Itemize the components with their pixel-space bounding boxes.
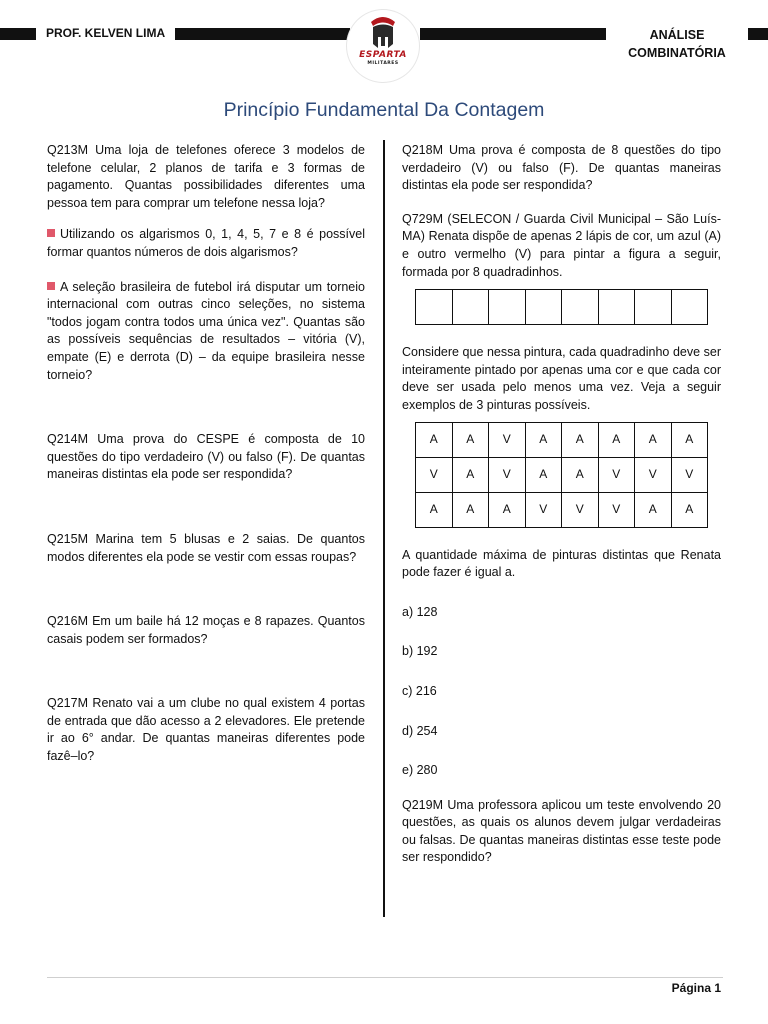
- example-cell: A: [671, 422, 708, 457]
- subject-line-2: COMBINATÓRIA: [628, 46, 726, 60]
- header-bar-far-right: [748, 28, 768, 40]
- example-cell: A: [489, 492, 526, 527]
- example-cell: V: [489, 422, 526, 457]
- header-bar-right: [420, 28, 606, 40]
- grid-square: [416, 290, 453, 325]
- question-q216: Q216M Em um baile há 12 moças e 8 rapazes. Quantos casais podem ser formados?: [47, 614, 365, 646]
- bullet-question-1: [47, 226, 365, 261]
- left-column: [47, 142, 365, 766]
- question-q218: Q218M Uma prova é composta de 8 questões do tipo verdadeiro (V) ou falso (F). De quantas maneiras distintas ela pode ser respondida?: [402, 143, 721, 193]
- option-b: b) 192: [402, 644, 438, 659]
- esparta-logo: [347, 10, 419, 82]
- option-c: c) 216: [402, 683, 437, 698]
- example-cell: A: [635, 422, 672, 457]
- grid-square: [635, 290, 672, 325]
- subject-title: [612, 26, 742, 62]
- example-cell: A: [635, 492, 672, 527]
- example-cell: A: [452, 457, 489, 492]
- spartan-helmet-icon: [347, 10, 419, 82]
- grid-square: [598, 290, 635, 325]
- example-row-3: [416, 492, 708, 527]
- grid-square: [562, 290, 599, 325]
- page-title: Princípio Fundamental Da Contagem: [223, 99, 545, 121]
- subject-line-1: ANÁLISE: [649, 28, 705, 42]
- example-cell: A: [671, 492, 708, 527]
- bullet-square-icon: [47, 229, 55, 237]
- right-column: [402, 142, 721, 867]
- example-cell: V: [598, 457, 635, 492]
- painting-examples-grid: [415, 422, 708, 528]
- option-a: a) 128: [402, 604, 438, 619]
- grid-square: [489, 290, 526, 325]
- author-name: PROF. KELVEN LIMA: [36, 24, 175, 42]
- example-cell: V: [416, 457, 453, 492]
- grid-square: [525, 290, 562, 325]
- column-divider: [383, 140, 385, 917]
- example-cell: A: [562, 422, 599, 457]
- option-e: e) 280: [402, 763, 438, 778]
- example-cell: A: [452, 422, 489, 457]
- example-cell: A: [598, 422, 635, 457]
- question-q214: Q214M Uma prova do CESPE é composta de 10 questões do tipo verdadeiro (V) ou falso (F). De quantas maneiras distintas ela pode ser respondida?: [47, 432, 365, 482]
- question-q213: Q213M Uma loja de telefones oferece 3 modelos de telefone celular, 2 planos de tarifa e 3 formas de pagamento. Quantas possibilidades diferentes uma pessoa tem para comprar um telefone nessa loja?: [47, 143, 365, 210]
- example-cell: A: [416, 422, 453, 457]
- footer-line: [47, 977, 723, 978]
- bullet-question-2: [47, 279, 365, 385]
- question-q217: Q217M Renato vai a um clube no qual existem 4 portas de entrada que dão acesso a 2 elevadores. Ele pretende ir ao 6° andar. De quantas maneiras diferentes pode fazê–lo?: [47, 696, 365, 764]
- question-q219: Q219M Uma professora aplicou um teste envolvendo 20 questões, as quais os alunos devem julgar verdadeiras ou falsas. De quantas maneiras distintas esse teste pode ser respondido?: [402, 797, 721, 865]
- example-cell: A: [525, 457, 562, 492]
- consider-text: Considere que nessa pintura, cada quadradinho deve ser inteiramente pintado por apenas uma cor e que cada cor deve ser usada pelo menos uma vez. Veja a seguir exemplos de 3 pinturas possíveis.: [402, 345, 721, 412]
- empty-square-grid: [415, 289, 708, 325]
- example-cell: V: [635, 457, 672, 492]
- example-cell: V: [489, 457, 526, 492]
- logo-subtext: MILITARES: [367, 61, 399, 66]
- example-cell: A: [525, 422, 562, 457]
- example-cell: A: [416, 492, 453, 527]
- example-cell: V: [598, 492, 635, 527]
- bullet-question-1-text: Utilizando os algarismos 0, 1, 4, 5, 7 e 8 é possível formar quantos números de dois algarismos?: [47, 227, 365, 259]
- bullet-question-2-text: A seleção brasileira de futebol irá disputar um torneio internacional com outras cinco seleções, no sistema "todos jogam contra todos uma única vez". Quantas são as possíveis sequências de resultados – vitória (V), empate (E) e derrota (D) – da equipe brasileira nesse torneio?: [47, 279, 365, 382]
- example-cell: V: [562, 492, 599, 527]
- example-cell: V: [525, 492, 562, 527]
- example-row-1: [416, 422, 708, 457]
- example-cell: A: [562, 457, 599, 492]
- logo-text: ESPARTA: [359, 50, 407, 60]
- grid-square: [452, 290, 489, 325]
- question-q215: Q215M Marina tem 5 blusas e 2 saias. De quantos modos diferentes ela pode se vestir com essas roupas?: [47, 531, 365, 564]
- page-number: Página 1: [671, 981, 721, 995]
- example-row-2: [416, 457, 708, 492]
- question-q729: Q729M (SELECON / Guarda Civil Municipal – São Luís-MA) Renata dispõe de apenas 2 lápis de cor, um azul (A) e outro vermelho (V) para pintar a figura a seguir, formada por 8 quadradinhos.: [402, 211, 721, 279]
- grid-square: [671, 290, 708, 325]
- example-cell: A: [452, 492, 489, 527]
- example-cell: V: [671, 457, 708, 492]
- bullet-square-icon: [47, 282, 55, 290]
- option-d: d) 254: [402, 723, 438, 738]
- quantity-question: A quantidade máxima de pinturas distintas que Renata pode fazer é igual a.: [402, 547, 721, 580]
